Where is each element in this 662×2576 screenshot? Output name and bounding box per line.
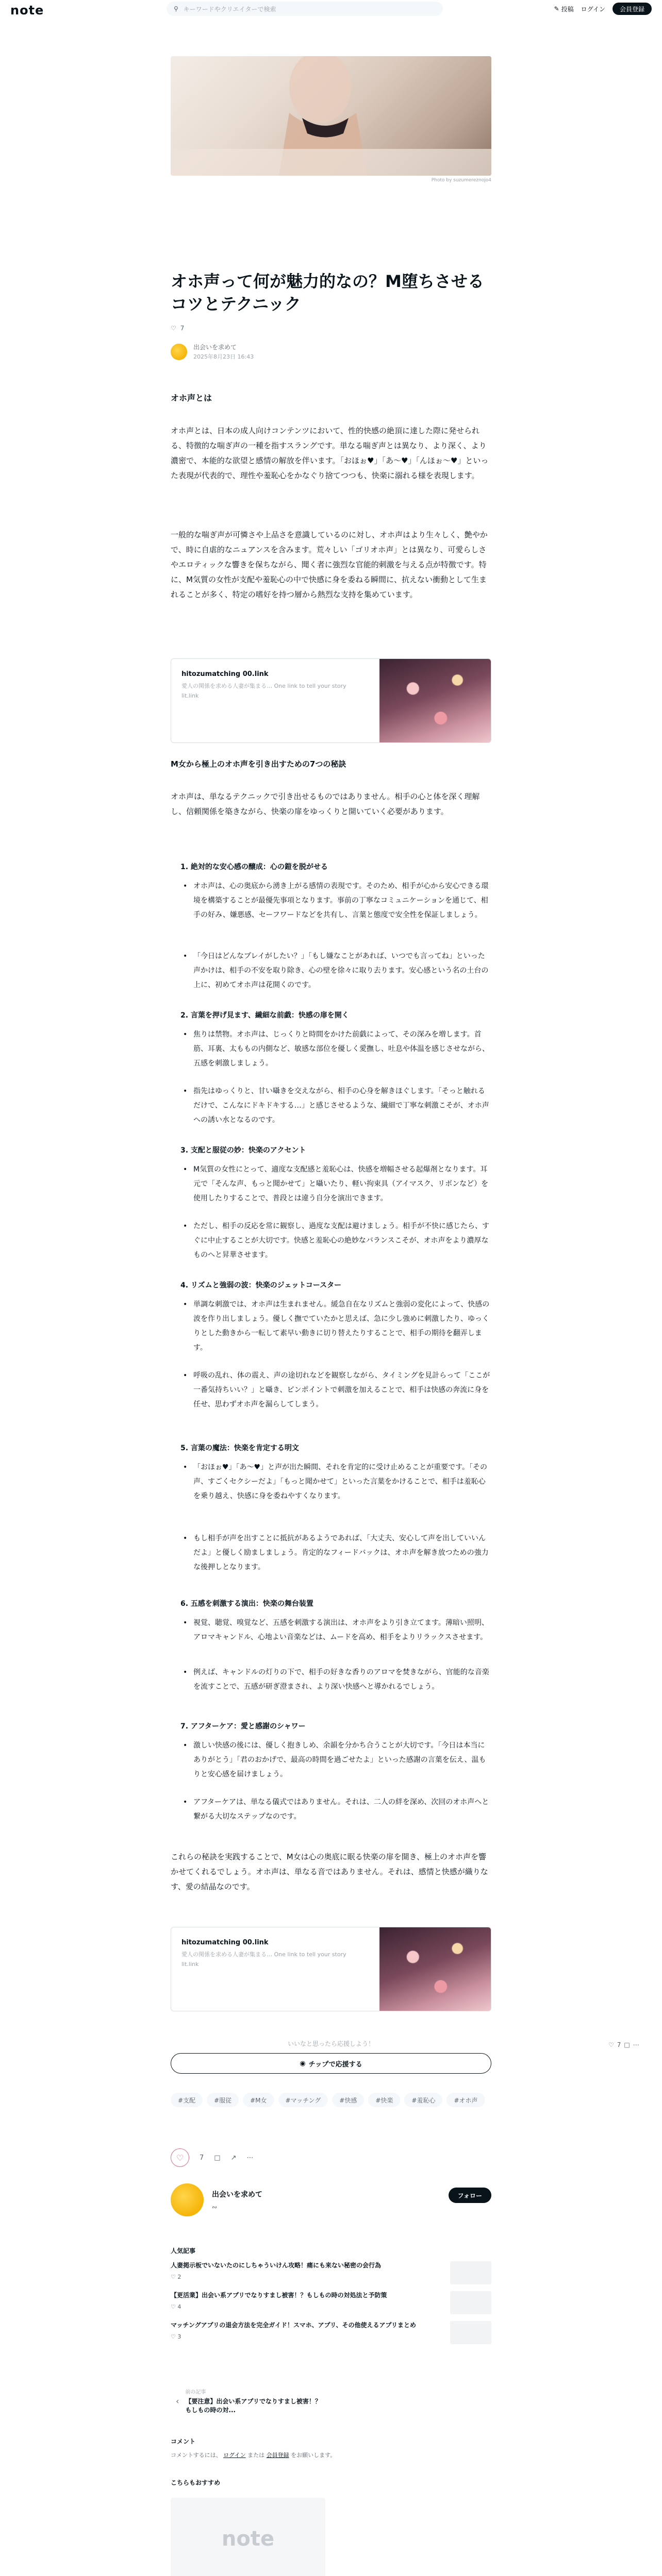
bullet-text: • 焦りは禁物。オホ声は、じっくりと時間をかけた前戯によって、その深みを増します。首筋、耳裏、太ももの内側など、敏感な部位を優しく愛撫し、吐息や体温を感じさせながら、五感を刺激しましょう。 [193, 1027, 491, 1071]
coin-icon: ◉ [300, 2059, 306, 2067]
tag[interactable]: #快感 [332, 2093, 364, 2107]
tip-button[interactable] [171, 2053, 491, 2074]
follow-button[interactable]: フォロー [449, 2188, 491, 2203]
section-heading: オホ声とは [171, 393, 212, 403]
search-input[interactable] [167, 2, 443, 16]
author-avatar-large[interactable] [171, 2183, 204, 2216]
comment-icon[interactable]: □ [624, 2041, 630, 2048]
popular-item-likes: ♡ 2 [171, 2274, 181, 2280]
comment-message [171, 2451, 491, 2459]
item-heading: 7. アフターケア：愛と感謝のシャワー [180, 1722, 306, 1731]
comment-text-after: をお願いします。 [291, 2452, 336, 2459]
link-card[interactable] [171, 658, 491, 743]
like-count: 7 [200, 2154, 204, 2162]
bullet-text: • M気質の女性にとって、適度な支配感と羞恥心は、快感を増幅させる起爆剤となります。耳元で「そんな声、もっと聞かせて」と囁いたり、軽い拘束具（アイマスク、リボンなど）を使用したりすることで、普段とは違う自分を演出できます。 [193, 1162, 491, 1206]
comment-section [171, 2437, 491, 2459]
author-avatar[interactable] [171, 344, 187, 360]
rss-icon[interactable]: ∾ [212, 2204, 218, 2211]
like-count: 7 [180, 325, 185, 332]
prev-article-card[interactable] [171, 2380, 325, 2421]
bullet-text: • オホ声は、心の奥底から湧き上がる感情の表現です。そのため、相手が心から安心できる環境を構築することが最優先事項となります。事前の丁寧なコミュニケーションを通じて、相手の好み、嫌悪感、セーフワードなどを共有し、言葉と態度で安全性を保証しましょう。 [193, 879, 491, 922]
bullet-text: • 単調な刺激では、オホ声は生まれません。緩急自在なリズムと強弱の変化によって、快感の波を作り出しましょう。優しく撫でていたかと思えば、急に少し強めに刺激したり、ゆっくりとした動きから一転して素早い動きに切り替えたりすることで、相手の期待を翻弄します。 [193, 1297, 491, 1355]
popular-item-likes: ♡ 3 [171, 2333, 181, 2340]
like-summary [171, 325, 184, 332]
note-logo[interactable]: note [10, 3, 44, 18]
article-title: オホ声って何が魅力的なの？M堕ちさせるコツとテクニック [171, 272, 484, 314]
popular-item-likes: ♡ 4 [171, 2303, 181, 2310]
bullet-text: • 呼吸の乱れ、体の震え、声の途切れなどを観察しながら、タイミングを見計らって「ここが一番気持ちいい？」と囁き、ピンポイントで刺激を加えることで、相手は快感の奔流に身を任せ、思わずオホ声を漏らしてしまう。 [193, 1368, 491, 1412]
link-card-host: lit.link [181, 692, 199, 699]
tag[interactable]: #マッチング [278, 2093, 328, 2107]
link-card-image [379, 1927, 491, 2011]
recommend-heading: こちらもおすすめ [171, 2479, 221, 2486]
author-name[interactable]: 出会いを求めて [212, 2191, 262, 2199]
comment-icon[interactable]: □ [214, 2154, 221, 2162]
tag[interactable]: #快楽 [368, 2093, 400, 2107]
author-name[interactable]: 出会いを求めて [193, 344, 237, 351]
link-card-text [181, 1939, 377, 1968]
popular-item[interactable] [171, 2261, 491, 2291]
link-card[interactable] [171, 1927, 491, 2011]
article-actions [171, 2148, 253, 2167]
publish-date: 2025年8月23日 16:43 [193, 353, 254, 360]
bullet-text: • ただし、相手の反応を常に観察し、過度な支配は避けましょう。相手が不快に感じたら、すぐに中止することが大切です。快感と羞恥心の絶妙なバランスこそが、オホ声をより濃厚なものへと昇華させます。 [193, 1219, 491, 1262]
popular-item-title: 【更活業】出会い系アプリでなりすまし被害！？もしもの時の対処法と予防策 [171, 2292, 387, 2299]
link-card-desc: 愛人の関係を求める人妻が集まる… One link to tell your story [181, 1951, 346, 1958]
item-heading: 5. 言葉の魔法：快楽を肯定する明文 [180, 1444, 299, 1452]
bullet-text: • 指先はゆっくりと、甘い囁きを交えながら、相手の心身を解きほぐします。「そっと触れるだけで、こんなにドキドキする…」と感じさせるような、繊細で丁寧な刺激こそが、オホ声への誘い水となるのです。 [193, 1084, 491, 1127]
chevron-left-icon: ‹ [176, 2396, 179, 2406]
popular-item[interactable] [171, 2321, 491, 2351]
link-card-host: lit.link [181, 1961, 199, 1968]
post-label: 投稿 [561, 5, 574, 13]
bullet-text: • 激しい快感の後には、優しく抱きしめ、余韻を分かち合うことが大切です。「今日は本当にありがとう」「君のおかげで、最高の時間を過ごせたよ」といった感謝の言葉を伝え、温もりと安心感を届けましょう。 [193, 1738, 491, 1782]
paragraph: 一般的な喘ぎ声が可憐さや上品さを意識しているのに対し、オホ声はより生々しく、艶やかで、時に自虐的なニュアンスを含みます。荒々しい「ゴリオホ声」とは異なり、可愛らしさやエロティックな響きを保ちながら、聞く者に強烈な官能的刺激を与える点が特徴です。特に、M気質の女性が支配や羞恥心の中で快感に身を委ねる瞬間に、抗えない衝動として生まれることが多く、特定の嗜好を持つ層から熱烈な支持を集めています。 [171, 530, 488, 599]
login-link[interactable]: ログイン [581, 5, 605, 13]
pen-icon: ✎ [554, 5, 559, 12]
support-message: いいなと思ったら応援しよう！ [287, 2040, 374, 2047]
bullet-text: • もし相手が声を出すことに抵抗があるようであれば、「大丈夫、安心して声を出していいんだよ」と優しく励ましましょう。肯定的なフィードバックは、オホ声を解き放つための強力な後押しとなります。 [193, 1531, 491, 1574]
tag[interactable]: #服従 [207, 2093, 239, 2107]
search-icon: ⚲ [174, 5, 178, 12]
popular-item-thumb [450, 2291, 491, 2314]
tip-button-label: チップで応援する [308, 2060, 362, 2069]
item-heading: 2. 言葉を押げ見ます、繊細な前戯：快感の扉を開く [180, 1011, 349, 1020]
heart-icon[interactable]: ♡ [608, 2041, 614, 2048]
link-card-text [181, 670, 377, 699]
comment-heading: コメント [171, 2438, 196, 2445]
popular-heading: 人気記事 [171, 2247, 196, 2255]
comment-login-link[interactable]: ログイン [223, 2452, 246, 2459]
item-heading: 1. 絶対的な安心感の醸成：心の鎧を脱がせる [180, 863, 328, 871]
comment-text-mid: または [247, 2452, 265, 2459]
search-placeholder: キーワードやクリエイターで検索 [183, 5, 276, 13]
bullet-text: • 視覚、聴覚、嗅覚など、五感を刺激する演出は、オホ声をより引き立てます。薄暗い照明、アロマキャンドル、心地よい音楽などは、ムードを高め、相手をよりリラックスさせます。 [193, 1616, 491, 1645]
hero-illustration [171, 56, 491, 176]
prev-title: 【要注意】出会い系アプリでなりすまし被害！？もしもの時の対... [185, 2397, 321, 2414]
tag[interactable]: #羞恥心 [404, 2093, 442, 2107]
tag[interactable]: #M女 [243, 2093, 274, 2107]
popular-item-thumb [450, 2321, 491, 2344]
support-box [171, 2039, 491, 2074]
more-icon[interactable]: ⋯ [246, 2154, 254, 2162]
popular-item-like-count: 3 [177, 2333, 181, 2340]
link-card-image [379, 659, 491, 743]
bullet-text: • 例えば、キャンドルの灯りの下で、相手の好きな香りのアロマを焚きながら、官能的な音楽を流すことで、五感が研ぎ澄まされ、より深い快感へと導かれるでしょう。 [193, 1665, 491, 1694]
popular-articles [171, 2246, 491, 2351]
share-icon[interactable]: ↗ [230, 2154, 237, 2162]
link-card-title: hitozumatching 00.link [181, 1939, 269, 1946]
comment-text-before: コメントするには、 [171, 2452, 222, 2459]
item-heading: 4. リズムと強弱の波：快楽のジェットコースター [180, 1281, 342, 1290]
popular-item-thumb [450, 2261, 491, 2284]
tag[interactable]: #オホ声 [446, 2093, 485, 2107]
recommend-card[interactable] [337, 2498, 491, 2576]
popular-item-like-count: 2 [177, 2274, 181, 2280]
section-heading: M女から極上のオホ声を引き出すための7つの秘訣 [171, 759, 346, 769]
item-heading: 3. 支配と服従の妙：快楽のアクセント [180, 1146, 306, 1155]
header-actions [554, 3, 652, 15]
side-actions [608, 2041, 639, 2048]
popular-item-title: 人妻掲示板でいないたのにしちゃういけん攻略！痛にも来ない秘密の会行為 [171, 2262, 382, 2269]
prev-label: 前の記事 [185, 2389, 206, 2395]
signup-button[interactable]: 会員登録 [613, 3, 652, 15]
tag-list [171, 2093, 491, 2107]
paragraph: オホ声は、単なるテクニックで引き出せるものではありません。相手の心と体を深く理解し、信頼関係を築きながら、快楽の扉をゆっくりと開いていく必要があります。 [171, 792, 480, 816]
top-bar [0, 0, 662, 18]
side-like-count: 7 [617, 2041, 621, 2048]
popular-item-like-count: 4 [177, 2303, 181, 2310]
bullet-text: • 「おほぉ♥」「あ〜♥」と声が出た瞬間、それを肯定的に受け止めることが重要です。「その声、すごくセクシーだよ」「もっと聞かせて」といった言葉をかけることで、相手は羞恥心を乗り越え、快感に身を委ねやすくなります。 [193, 1460, 491, 1503]
item-heading: 6. 五感を刺激する演出：快楽の舞台装置 [180, 1600, 313, 1608]
paragraph: オホ声とは、日本の成人向けコンテンツにおいて、性的快感の絶頂に達した際に発せられる、特徴的な喘ぎ声の一種を指すスラングです。単なる喘ぎ声とは異なり、より深く、より濃密で、本能的な欲望と感情の解放を伴います。「おほぉ♥」「あ〜♥」「んほぉ〜♥」といった表現が代表的で、理性や羞恥心をかなぐり捨てつつも、快楽に溺れる様を表現します。 [171, 426, 489, 480]
link-card-desc: 愛人の関係を求める人妻が集まる… One link to tell your story [181, 683, 346, 689]
bullet-text: • 「今日はどんなプレイがしたい？」「もし嫌なことがあれば、いつでも言ってね」といった声かけは、相手の不安を取り除き、心の壁を徐々に取り去ります。安心感という名の土台の上に、初めてオホ声は花開くのです。 [193, 949, 491, 992]
photo-credit: Photo by suzumereznojo4 [431, 178, 491, 183]
more-icon[interactable]: ⋯ [633, 2041, 639, 2048]
hero-image [171, 56, 491, 176]
recommend-card-image[interactable] [171, 2498, 325, 2576]
note-logo-placeholder: note [221, 2527, 275, 2551]
tag[interactable]: #支配 [171, 2093, 203, 2107]
popular-item-title: マッチングアプリの退会方法を完全ガイド！スマホ、アプリ、その他使えるアプリまとめ [171, 2321, 417, 2329]
bullet-text: • アフターケアは、単なる儀式ではありません。それは、二人の絆を深め、次回のオホ声へと繋がる大切なステップなのです。 [193, 1795, 491, 1824]
heart-icon[interactable]: ♡ [171, 325, 176, 332]
link-card-title: hitozumatching 00.link [181, 670, 269, 678]
author-profile [171, 2183, 491, 2216]
prev-next-nav [171, 2380, 491, 2421]
paragraph: これらの秘訣を実践することで、M女は心の奥底に眠る快楽の扉を開き、極上のオホ声を響かせてくれるでしょう。オホ声は、単なる音ではありません。それは、感情と快感が織りなす、愛の結晶なのです。 [171, 1852, 488, 1891]
like-button[interactable]: ♡ [171, 2148, 189, 2167]
post-button[interactable] [554, 5, 574, 13]
popular-item[interactable] [171, 2291, 491, 2321]
comment-signup-link[interactable]: 会員登録 [266, 2452, 289, 2459]
author-info [171, 343, 254, 361]
